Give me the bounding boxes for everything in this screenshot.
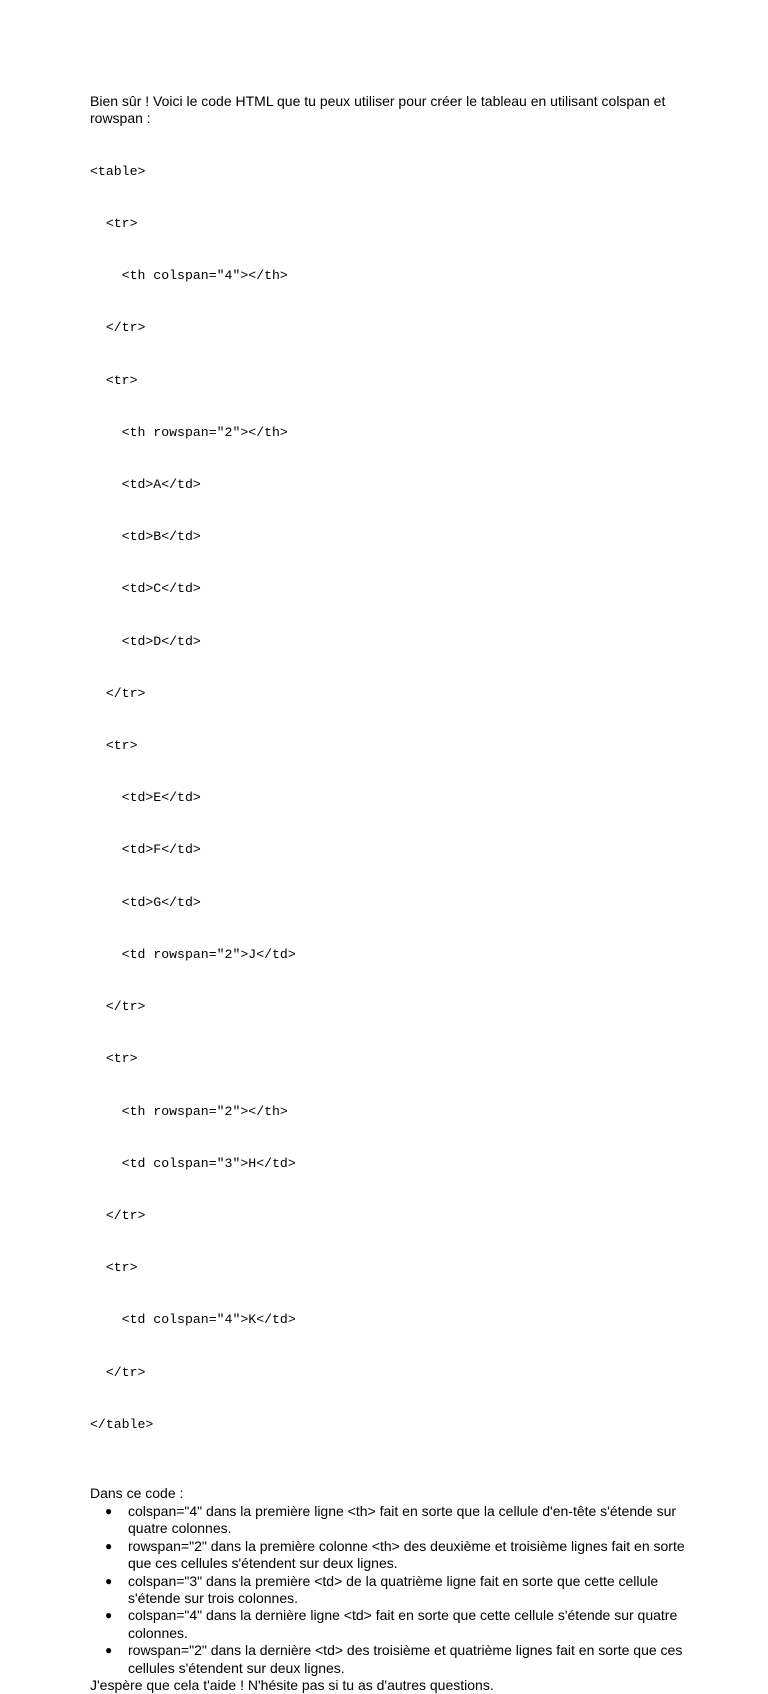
code-line: <tr> (90, 372, 138, 388)
list-item (90, 1503, 690, 1538)
code-line: <td rowspan="2">J</td> (90, 946, 296, 962)
intro-paragraph: Bien sûr ! Voici le code HTML que tu peux utiliser pour créer le tableau en utilisant colspan et rowspan : (90, 93, 666, 127)
list-item-text: colspan="4" dans la dernière ligne <td> fait en sorte que cette cellule s'étende sur quatre colonnes. (128, 1607, 678, 1641)
code-line: </tr> (90, 320, 146, 336)
code-line: </tr> (90, 685, 146, 701)
code-line: <tr> (90, 215, 138, 231)
code-line: <tr> (90, 1260, 138, 1276)
code-line: <th rowspan="2"></th> (90, 424, 288, 440)
list-item-text: rowspan="2" dans la dernière <td> des troisième et quatrième lignes fait en sorte que ces cellules s'étendent sur deux lignes. (128, 1642, 683, 1676)
explanation-lead: Dans ce code : (90, 1485, 184, 1502)
code-line: <td>A</td> (90, 476, 201, 492)
code-line: <td>G</td> (90, 894, 201, 910)
paragraph-spacer (90, 1468, 690, 1485)
code-line: <td>F</td> (90, 842, 201, 858)
code-line: <td>D</td> (90, 633, 201, 649)
list-item (90, 1573, 690, 1608)
bullet-icon: ● (105, 1503, 113, 1518)
document-page (90, 92, 690, 1694)
code-line: <td>B</td> (90, 529, 201, 545)
code-line: <th colspan="4"></th> (90, 268, 288, 284)
bullet-icon: ● (105, 1608, 113, 1623)
bullet-icon: ● (105, 1538, 113, 1553)
code-line: <td colspan="4">K</td> (90, 1312, 296, 1328)
explanation-list (90, 1503, 690, 1677)
code-block (90, 128, 690, 1468)
list-item (90, 1642, 690, 1677)
list-item (90, 1538, 690, 1573)
code-line: <td>C</td> (90, 581, 201, 597)
code-line: <td colspan="3">H</td> (90, 1155, 296, 1171)
list-item-text: colspan="3" dans la première <td> de la quatrième ligne fait en sorte que cette cellule s'étende sur trois colonnes. (128, 1572, 659, 1606)
bullet-icon: ● (105, 1573, 113, 1588)
code-line: </tr> (90, 1208, 146, 1223)
code-line: <td>E</td> (90, 790, 201, 806)
code-line: <tr> (90, 738, 138, 754)
code-line: </tr> (90, 1364, 146, 1380)
code-line: <table> (90, 163, 146, 179)
code-line: <th rowspan="2"></th> (90, 1103, 288, 1119)
code-line: <tr> (90, 1051, 138, 1067)
closing-paragraph: J'espère que cela t'aide ! N'hésite pas si tu as d'autres questions. (90, 1676, 494, 1693)
code-line: </tr> (90, 999, 146, 1015)
list-item (90, 1607, 690, 1642)
code-line: </table> (90, 1416, 154, 1432)
list-item-text: rowspan="2" dans la première colonne <th> des deuxième et troisième lignes fait en sorte que ces cellules s'étendent sur deux lignes. (128, 1537, 685, 1572)
bullet-icon: ● (105, 1643, 113, 1658)
list-item-text: colspan="4" dans la première ligne <th> fait en sorte que la cellule d'en-tête s'étende sur quatre colonnes. (128, 1502, 677, 1537)
